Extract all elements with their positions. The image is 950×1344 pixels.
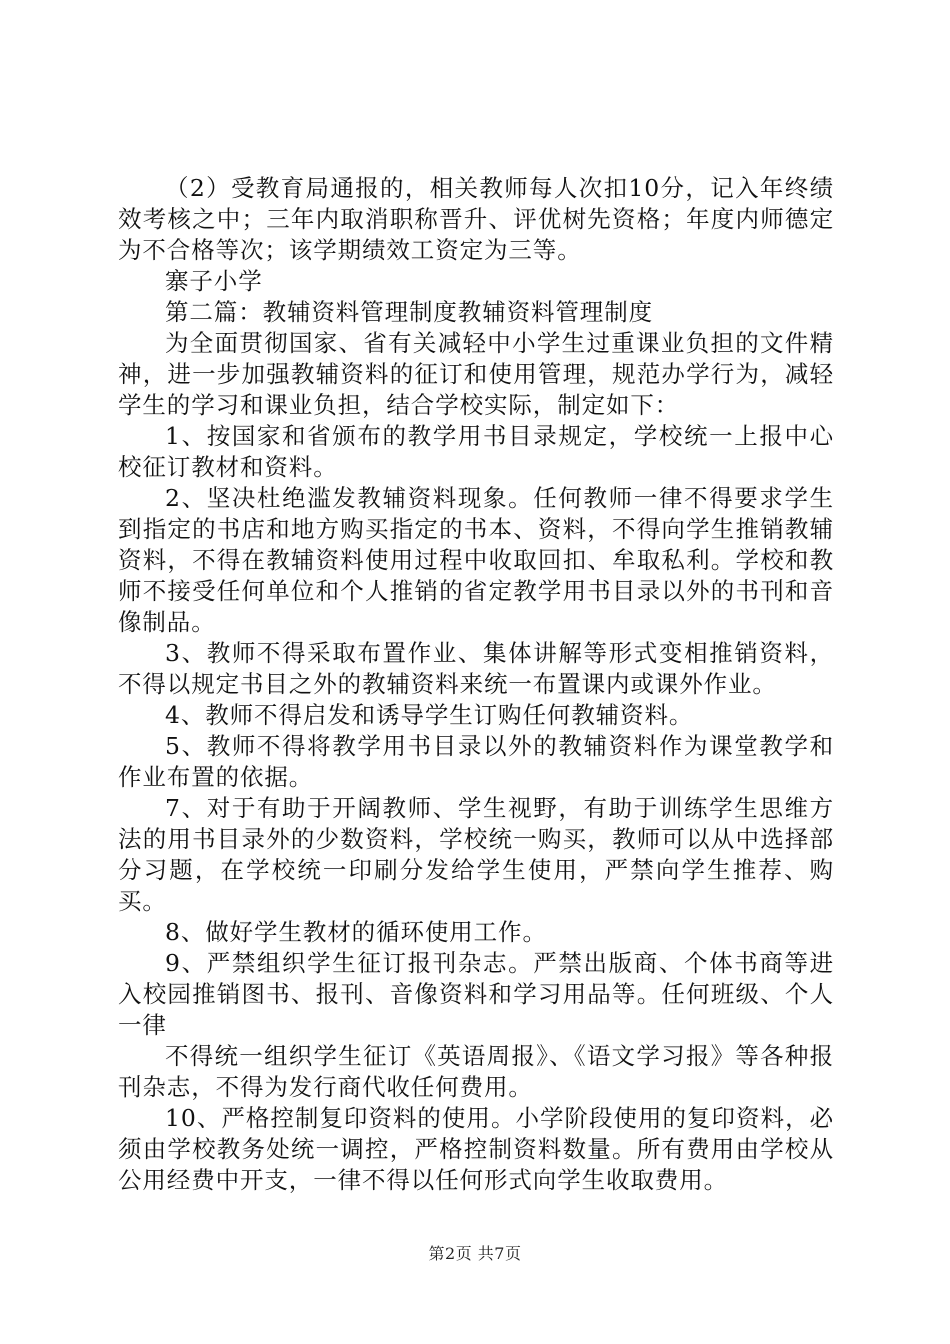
- section-title: 第二篇：教辅资料管理制度教辅资料管理制度: [165, 298, 653, 326]
- rule-item-9-continued: 不得统一组织学生征订《英语周报》、《语文学习报》等各种报刊杂志，不得为发行商代收任何费用。: [118, 1042, 834, 1101]
- rule-item-10: 10、严格控制复印资料的使用。小学阶段使用的复印资料，必须由学校教务处统一调控，严格控制资料数量。所有费用由学校从公用经费中开支，一律不得以任何形式向学生收取费用。: [118, 1104, 834, 1194]
- rule-item-5: 5、教师不得将教学用书目录以外的教辅资料作为课堂教学和作业布置的依据。: [118, 732, 834, 791]
- page-number-footer: 第2页 共7页: [428, 1244, 522, 1263]
- rule-item-4: 4、教师不得启发和诱导学生订购任何教辅资料。: [165, 701, 694, 729]
- rule-item-3: 3、教师不得采取布置作业、集体讲解等形式变相推销资料，不得以规定书目之外的教辅资料来统一布置课内或课外作业。: [118, 639, 834, 698]
- rule-item-2: 2、坚决杜绝滥发教辅资料现象。任何教师一律不得要求学生到指定的书店和地方购买指定的书本、资料，不得向学生推销教辅资料，不得在教辅资料使用过程中收取回扣、牟取私利。学校和教师不接受任何单位和个人推销的省定教学用书目录以外的书刊和音像制品。: [118, 484, 834, 636]
- rule-item-9: 9、严禁组织学生征订报刊杂志。严禁出版商、个体书商等进入校园推销图书、报刊、音像资料和学习用品等。任何班级、个人一律: [118, 949, 834, 1039]
- rule-item-1: 1、按国家和省颁布的教学用书目录规定，学校统一上报中心校征订教材和资料。: [118, 422, 834, 481]
- paragraph-intro: 为全面贯彻国家、省有关减轻中小学生过重课业负担的文件精神，进一步加强教辅资料的征订和使用管理，规范办学行为，减轻学生的学习和课业负担，结合学校实际，制定如下：: [118, 329, 834, 419]
- paragraph-penalty: （2）受教育局通报的，相关教师每人次扣10分，记入年终绩效考核之中；三年内取消职称晋升、评优树先资格；年度内师德定为不合格等次；该学期绩效工资定为三等。: [118, 174, 834, 264]
- paragraph-school-name: 寨子小学: [165, 267, 263, 295]
- rule-item-7: 7、对于有助于开阔教师、学生视野，有助于训练学生思维方法的用书目录外的少数资料，学校统一购买，教师可以从中选择部分习题，在学校统一印刷分发给学生使用，严禁向学生推荐、购买。: [118, 794, 834, 915]
- document-body: [118, 173, 834, 1196]
- rule-item-8: 8、做好学生教材的循环使用工作。: [165, 918, 547, 946]
